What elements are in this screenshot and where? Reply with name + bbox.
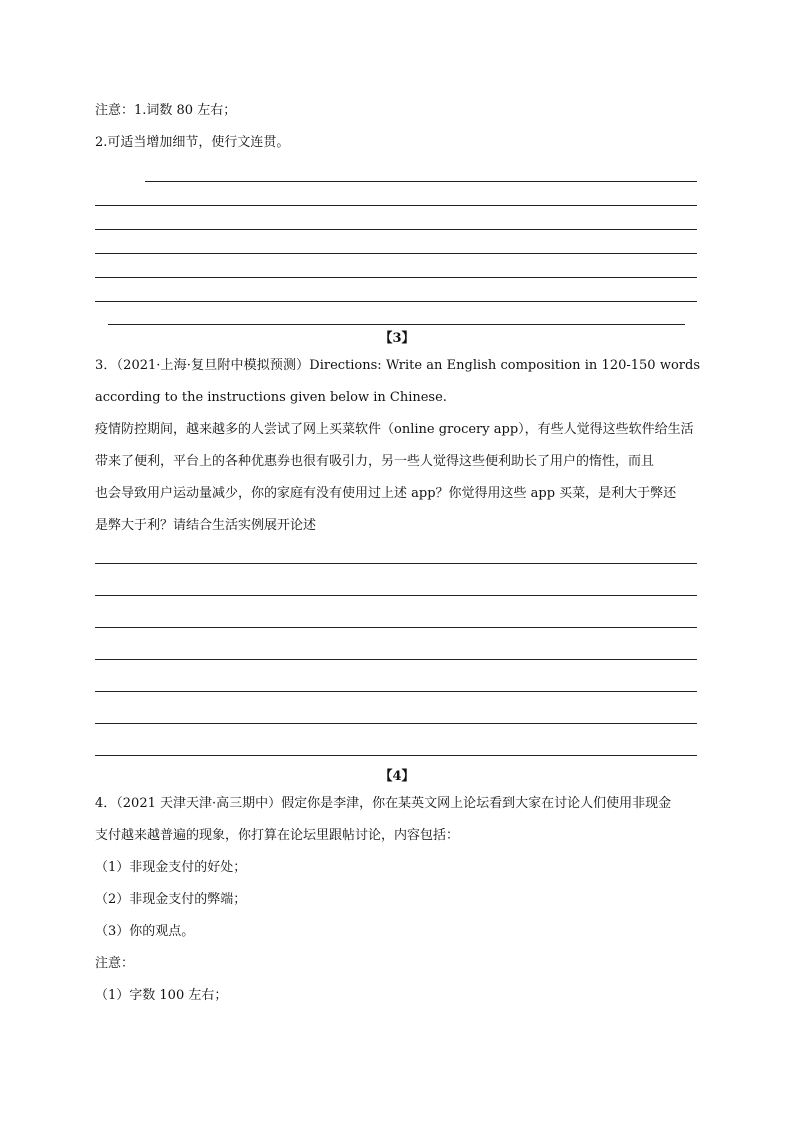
question-3-line-2: according to the instructions given below in Chinese. [95,390,447,405]
answer-line [95,253,697,254]
question-4-line-2: 支付越来越普遍的现象，你打算在论坛里跟帖讨论，内容包括： [95,828,460,843]
answer-line [95,755,697,756]
notes-label: 注意： [95,956,135,971]
prompt-line: 疫情防控期间，越来越多的人尝试了网上买菜软件（online grocery app），有些人觉得这些软件给生活 [95,422,694,437]
question-3-line-1: 3．（2021·上海·复旦附中模拟预测）Directions: Write an English composition in 120-150 words [95,358,700,373]
prompt-line: 也会导致用户运动量减少，你的家庭有没有使用过上述 app？你觉得用这些 app 买菜，是利大于弊还 [95,486,677,501]
answer-line [145,181,697,182]
answer-line [108,324,685,325]
answer-line [95,205,697,206]
note-details: 2.可适当增加细节，使行文连贯。 [95,135,290,150]
note-word-count: （1）字数 100 左右； [95,988,228,1003]
prompt-line: 带来了便利，平台上的各种优惠券也很有吸引力，另一些人觉得这些便利助长了用户的惰性，而且 [95,454,655,469]
list-item: （3）你的观点。 [95,924,195,939]
answer-line [95,595,697,596]
note-word-count: 注意：1.词数 80 左右； [95,103,237,118]
answer-line [95,627,697,628]
answer-line [95,659,697,660]
question-4-line-1: 4．（2021 天津天津·高三期中）假定你是李津，你在某英文网上论坛看到大家在讨论人们使用非现金 [95,796,672,811]
section-marker-4: 【4】 [379,769,415,784]
section-marker-3: 【3】 [379,331,415,346]
answer-line [95,229,697,230]
answer-line [95,691,697,692]
answer-line [95,563,697,564]
answer-line [95,301,697,302]
list-item: （2）非现金支付的弊端； [95,892,247,907]
answer-line [95,723,697,724]
answer-line [95,277,697,278]
list-item: （1）非现金支付的好处； [95,860,247,875]
prompt-line: 是弊大于利？请结合生活实例展开论述 [95,518,317,533]
